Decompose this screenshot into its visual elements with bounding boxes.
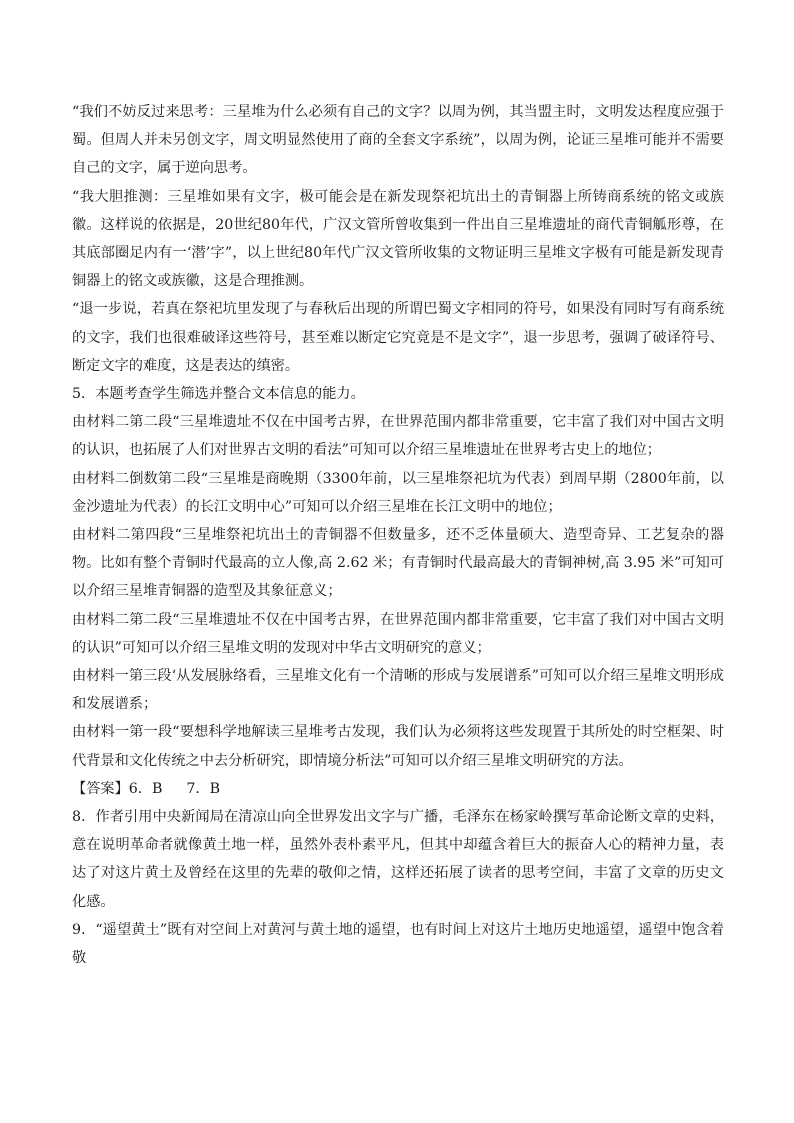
answer-7: 7．B (186, 780, 221, 797)
paragraph-step-back: “退一步说，若真在祭祀坑里发现了与春秋后出现的所谓巴蜀文字相同的符号，如果没有同时写有商系统的文字，我们也很难破译这些符号，甚至难以断定它究竟是不是文字”，退一步思考，强调了破译符号、断定文字的难度，这是表达的缜密。 (72, 301, 724, 374)
paragraph-bold-speculation: “我大胆推测：三星堆如果有文字，极可能会是在新发现祭祀坑出土的青铜器上所铸商系统的铭文或族徽。这样说的依据是，20世纪80年代，广汉文管所曾收集到一件出自三星堆遗址的商代青铜觚形尊，在其底部圈足内有一‘潜’字”，以上世纪80年代广汉文管所收集的文物证明三星堆文字极有可能是新发现青铜器上的铭文或族徽，这是合理推测。 (72, 188, 724, 290)
answer-line (72, 775, 724, 803)
paragraph-research-method: 由材料一第一段“要想科学地解读三星堆考古发现，我们认为必须将这些发现置于其所处的时空框架、时代背景和文化传统之中去分析研究，即情境分析法”可知可以介绍三星堆文明研究的方法。 (72, 724, 724, 769)
paragraph-bronze-ware: 由材料二第四段“三星堆祭祀坑出土的青铜器不但数量多，还不乏体量硕大、造型奇异、工艺复杂的器物。比如有整个青铜时代最高的立人像,高 2.62 米；有青铜时代最高最大的青铜神树,高 3.95 米”可知可以介绍三星堆青铜器的造型及其象征意义； (72, 527, 724, 600)
paragraph-development-lineage: 由材料一第三段‘从发展脉络看，三星堆文化有一个清晰的形成与发展谱系”可知可以介绍三星堆文明形成和发展谱系； (72, 668, 724, 713)
answer-6: 6．B (128, 780, 163, 797)
paragraph-world-status: 由材料二第二段“三星堆遗址不仅在中国考古界，在世界范围内都非常重要，它丰富了我们对中国古文明的认识，也拓展了人们对世界古文明的看法”可知可以介绍三星堆遗址在世界考古史上的地位； (72, 414, 724, 459)
document-body (72, 98, 724, 972)
answer-label: 【答案】 (72, 780, 129, 797)
paragraph-research-significance: 由材料二第二段“三星堆遗址不仅在中国考古界，在世界范围内都非常重要，它丰富了我们对中国古文明的认识”可知可以介绍三星堆文明的发现对中华古文明研究的意义； (72, 611, 724, 656)
question-9-answer: 9．“遥望黄土”既有对空间上对黄河与黄土地的遥望，也有时间上对这片土地历史地遥望，遥望中饱含着敬 (72, 921, 724, 967)
paragraph-yangtze-status: 由材料二倒数第二段“三星堆是商晚期（3300年前，以三星堆祭祀坑为代表）到周早期（2800年前，以金沙遗址为代表）的长江文明中心”可知可以介绍三星堆在长江文明中的地位； (72, 470, 724, 515)
question-5-heading: 5．本题考查学生筛选并整合文本信息的能力。 (72, 386, 365, 403)
paragraph-reverse-thinking: “我们不妨反过来思考：三星堆为什么必须有自己的文字？以周为例，其当盟主时，文明发达程度应强于蜀。但周人并未另创文字，周文明显然使用了商的全套文字系统”，以周为例，论证三星堆可能并不需要自己的文字，属于逆向思考。 (72, 104, 724, 177)
question-8-answer: 8．作者引用中央新闻局在清凉山向全世界发出文字与广播，毛泽东在杨家岭撰写革命论断文章的史料，意在说明革命者就像黄土地一样，虽然外表朴素平凡，但其中却蕴含着巨大的振奋人心的精神力量，表达了对这片黄土及曾经在这里的先辈的敬仰之情，这样还拓展了读者的思考空间，丰富了文章的历史文化感。 (72, 809, 724, 910)
